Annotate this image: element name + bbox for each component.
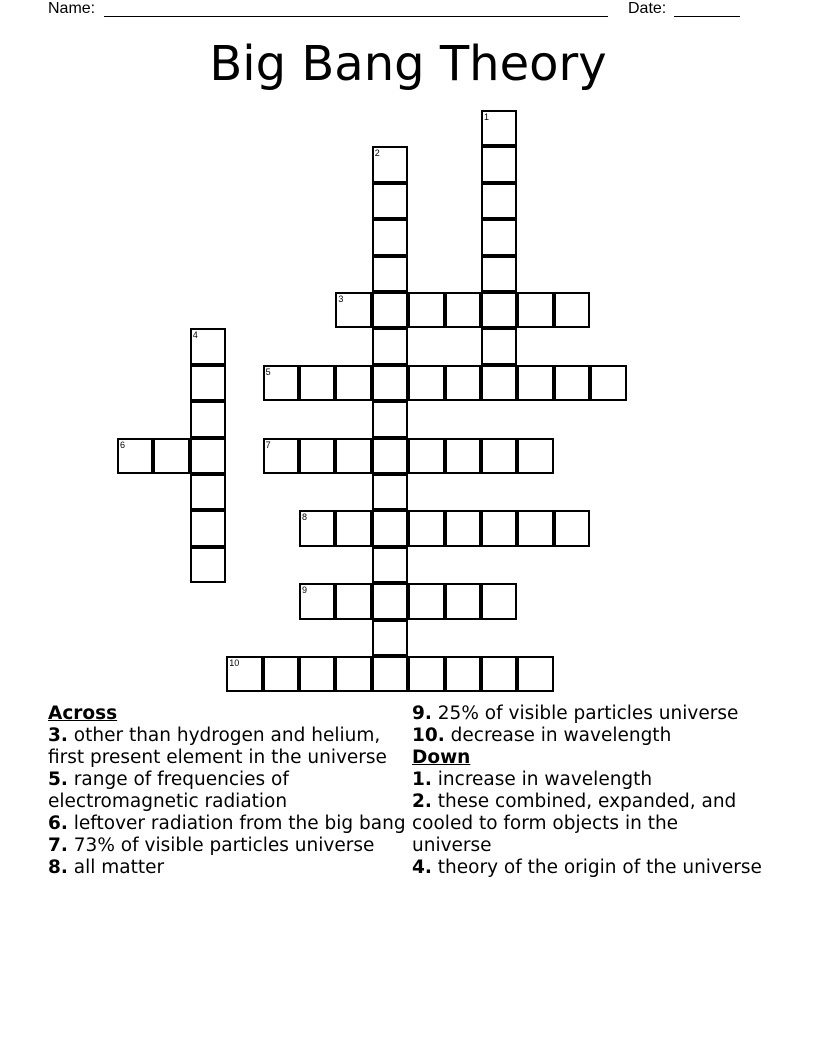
crossword-cell[interactable] (445, 438, 481, 474)
crossword-cell[interactable] (190, 365, 226, 401)
clue-text: these combined, expanded, and cooled to form objects in the universe (412, 791, 737, 856)
cell-number: 2 (374, 148, 380, 159)
cell-number: 10 (229, 658, 240, 668)
clue-number: 3. (48, 725, 68, 746)
cell-number: 1 (484, 112, 490, 122)
clues-right-column (412, 703, 762, 879)
crossword-cell[interactable] (481, 256, 517, 292)
clue-number: 8. (48, 857, 68, 878)
cell-number: 5 (265, 366, 271, 377)
crossword-cell[interactable] (517, 438, 553, 474)
clue-number: 9. (412, 703, 432, 724)
crossword-cell[interactable] (372, 146, 408, 182)
crossword-cell[interactable] (335, 365, 371, 401)
crossword-cell[interactable] (299, 583, 335, 619)
crossword-cell[interactable] (445, 583, 481, 619)
crossword-cell[interactable] (190, 328, 226, 364)
crossword-cell[interactable] (590, 365, 626, 401)
crossword-cell[interactable] (190, 510, 226, 546)
crossword-cell[interactable] (190, 547, 226, 583)
crossword-cell[interactable] (335, 656, 371, 692)
crossword-cell[interactable] (335, 510, 371, 546)
crossword-cell[interactable] (481, 510, 517, 546)
crossword-cell[interactable] (554, 365, 590, 401)
crossword-cell[interactable] (408, 365, 444, 401)
clue-number: 1. (412, 769, 432, 790)
crossword-cell[interactable] (481, 656, 517, 692)
clue-number: 10. (412, 725, 445, 746)
crossword-cell[interactable] (481, 292, 517, 328)
clue-text: decrease in wavelength (444, 725, 672, 746)
crossword-cell[interactable] (408, 438, 444, 474)
cell-number: 7 (265, 439, 271, 450)
crossword-cell[interactable] (481, 146, 517, 182)
crossword-cell[interactable] (517, 656, 553, 692)
clue-text: theory of the origin of the universe (431, 857, 762, 878)
date-label: Date: (628, 0, 667, 17)
across-heading: Across (48, 703, 118, 724)
crossword-cell[interactable] (335, 583, 371, 619)
crossword-cell[interactable] (481, 183, 517, 219)
crossword-cell[interactable] (372, 474, 408, 510)
clue-down-1 (412, 769, 762, 791)
crossword-cell[interactable] (554, 510, 590, 546)
crossword-cell[interactable] (481, 219, 517, 255)
crossword-cell[interactable] (372, 219, 408, 255)
crossword-cell[interactable] (372, 292, 408, 328)
clues-left-column (48, 703, 408, 879)
cell-number: 6 (120, 439, 126, 450)
clue-across-5 (48, 769, 408, 813)
clue-text: range of frequencies of electromagnetic radiation (48, 769, 289, 812)
crossword-cell[interactable] (372, 183, 408, 219)
name-label: Name: (48, 0, 96, 17)
crossword-cell[interactable] (372, 365, 408, 401)
crossword-cell[interactable] (481, 328, 517, 364)
crossword-cell[interactable] (153, 438, 189, 474)
crossword-cell[interactable] (372, 438, 408, 474)
crossword-cell[interactable] (299, 510, 335, 546)
crossword-cell[interactable] (481, 110, 517, 146)
crossword-cell[interactable] (408, 656, 444, 692)
crossword-cell[interactable] (517, 365, 553, 401)
crossword-cell[interactable] (335, 438, 371, 474)
crossword-cell[interactable] (445, 510, 481, 546)
crossword-cell[interactable] (299, 365, 335, 401)
clue-text: 25% of visible particles universe (431, 703, 739, 724)
clue-number: 6. (48, 813, 68, 834)
crossword-cell[interactable] (481, 438, 517, 474)
crossword-cell[interactable] (299, 438, 335, 474)
clue-text: 73% of visible particles universe (67, 835, 375, 856)
crossword-cell[interactable] (408, 510, 444, 546)
clue-across-9 (412, 703, 762, 725)
crossword-cell[interactable] (372, 583, 408, 619)
cell-number: 4 (192, 330, 198, 341)
crossword-cell[interactable] (226, 656, 262, 692)
crossword-cell[interactable] (445, 656, 481, 692)
crossword-cell[interactable] (263, 365, 299, 401)
crossword-cell[interactable] (372, 256, 408, 292)
cell-number: 9 (302, 585, 308, 596)
cell-number: 3 (338, 294, 344, 304)
clue-down-4 (412, 857, 762, 879)
down-heading: Down (412, 747, 471, 768)
crossword-cell[interactable] (117, 438, 153, 474)
crossword-cell[interactable] (372, 401, 408, 437)
clue-across-10 (412, 725, 762, 747)
clue-across-3 (48, 725, 408, 769)
crossword-cell[interactable] (335, 292, 371, 328)
crossword-cell[interactable] (190, 401, 226, 437)
crossword-cell[interactable] (372, 328, 408, 364)
clue-text: leftover radiation from the big bang (67, 813, 406, 834)
crossword-cell[interactable] (517, 510, 553, 546)
crossword-cell[interactable] (299, 656, 335, 692)
clue-text: all matter (67, 857, 165, 878)
crossword-cell[interactable] (445, 292, 481, 328)
clue-number: 4. (412, 857, 432, 878)
crossword-cell[interactable] (445, 365, 481, 401)
clue-across-8 (48, 857, 408, 879)
crossword-cell[interactable] (190, 474, 226, 510)
clue-down-2 (412, 791, 762, 857)
crossword-cell[interactable] (481, 365, 517, 401)
page-title: Big Bang Theory (209, 36, 607, 92)
crossword-cell[interactable] (372, 547, 408, 583)
clue-number: 7. (48, 835, 68, 856)
cell-number: 8 (302, 512, 308, 523)
clue-text: increase in wavelength (431, 769, 653, 790)
crossword-cell[interactable] (372, 656, 408, 692)
clue-across-7 (48, 835, 408, 857)
clue-across-6 (48, 813, 408, 835)
crossword-cell[interactable] (481, 583, 517, 619)
clue-number: 5. (48, 769, 68, 790)
clue-text: other than hydrogen and helium, first present element in the universe (48, 725, 387, 768)
crossword-cell[interactable] (408, 292, 444, 328)
clue-number: 2. (412, 791, 432, 812)
crossword-cell[interactable] (517, 292, 553, 328)
crossword-cell[interactable] (408, 583, 444, 619)
crossword-cell[interactable] (190, 438, 226, 474)
crossword-cell[interactable] (372, 510, 408, 546)
crossword-cell[interactable] (263, 438, 299, 474)
crossword-cell[interactable] (554, 292, 590, 328)
crossword-cell[interactable] (263, 656, 299, 692)
crossword-cell[interactable] (372, 620, 408, 656)
